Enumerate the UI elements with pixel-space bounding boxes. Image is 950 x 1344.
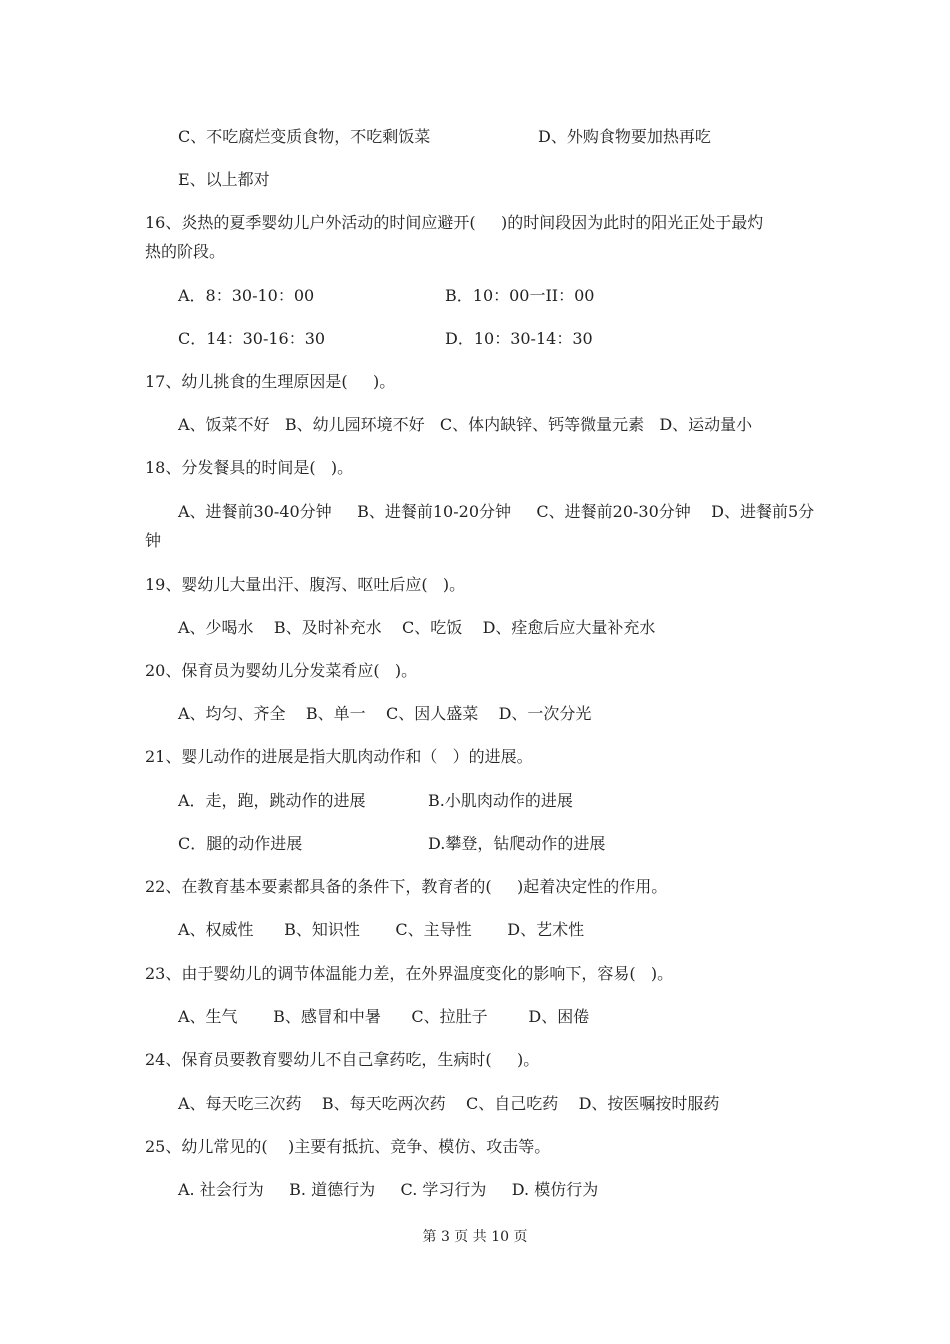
- q24-options: A、每天吃三次药 B、每天吃两次药 C、自己吃药 D、按医嘱按时服药: [178, 1094, 720, 1113]
- page-footer: 第 3 页 共 10 页: [422, 1229, 528, 1245]
- q21-option-b: B.小肌肉动作的进展: [428, 791, 573, 810]
- q25-stem: 25、幼儿常见的( )主要有抵抗、竞争、模仿、攻击等。: [145, 1137, 551, 1156]
- q16-option-b: B．10：00一II：00: [445, 286, 595, 305]
- q25-options: A. 社会行为 B. 道德行为 C. 学习行为 D. 模仿行为: [178, 1180, 599, 1199]
- q15-option-d: D、外购食物要加热再吃: [538, 127, 711, 146]
- q20-stem: 20、保育员为婴幼儿分发菜肴应( )。: [145, 661, 418, 680]
- q21-option-a: A．走，跑，跳动作的进展: [178, 791, 366, 810]
- q15-option-e: E、以上都对: [178, 170, 270, 189]
- q21-option-c: C．腿的动作进展: [178, 834, 303, 853]
- q16-option-a: A．8：30-10：00: [178, 286, 315, 305]
- q15-option-c: C、不吃腐烂变质食物，不吃剩饭菜: [178, 127, 431, 146]
- q18-options-cont: 钟: [145, 531, 162, 550]
- q18-stem: 18、分发餐具的时间是( )。: [145, 458, 354, 477]
- q16-stem: 16、炎热的夏季婴幼儿户外活动的时间应避开( )的时间段因为此时的阳光正处于最灼: [145, 213, 764, 232]
- q21-option-d: D.攀登，钻爬动作的进展: [428, 834, 606, 853]
- q17-options: A、饭菜不好 B、幼儿园环境不好 C、体内缺锌、钙等微量元素 D、运动量小: [178, 415, 753, 434]
- q16-option-d: D．10：30-14：30: [445, 329, 593, 348]
- q16-option-c: C．14：30-16：30: [178, 329, 326, 348]
- q23-options: A、生气 B、感冒和中暑 C、拉肚子 D、困倦: [178, 1007, 590, 1026]
- q19-options: A、少喝水 B、及时补充水 C、吃饭 D、痊愈后应大量补充水: [178, 618, 656, 637]
- q22-options: A、权威性 B、知识性 C、主导性 D、艺术性: [178, 920, 585, 939]
- q19-stem: 19、婴幼儿大量出汗、腹泻、呕吐后应( )。: [145, 575, 466, 594]
- q21-stem: 21、婴儿动作的进展是指大肌肉动作和（ ）的进展。: [145, 747, 533, 766]
- q17-stem: 17、幼儿挑食的生理原因是( )。: [145, 372, 396, 391]
- q22-stem: 22、在教育基本要素都具备的条件下，教育者的( )起着决定性的作用。: [145, 877, 668, 896]
- q20-options: A、均匀、齐全 B、单一 C、因人盛菜 D、一次分光: [178, 704, 592, 723]
- q23-stem: 23、由于婴幼儿的调节体温能力差，在外界温度变化的影响下，容易( )。: [145, 964, 674, 983]
- q16-stem-cont: 热的阶段。: [145, 242, 226, 261]
- q24-stem: 24、保育员要教育婴幼儿不自己拿药吃，生病时( )。: [145, 1050, 540, 1069]
- q18-options: A、进餐前30-40分钟 B、进餐前10-20分钟 C、进餐前20-30分钟 D、进餐前5分: [178, 502, 815, 521]
